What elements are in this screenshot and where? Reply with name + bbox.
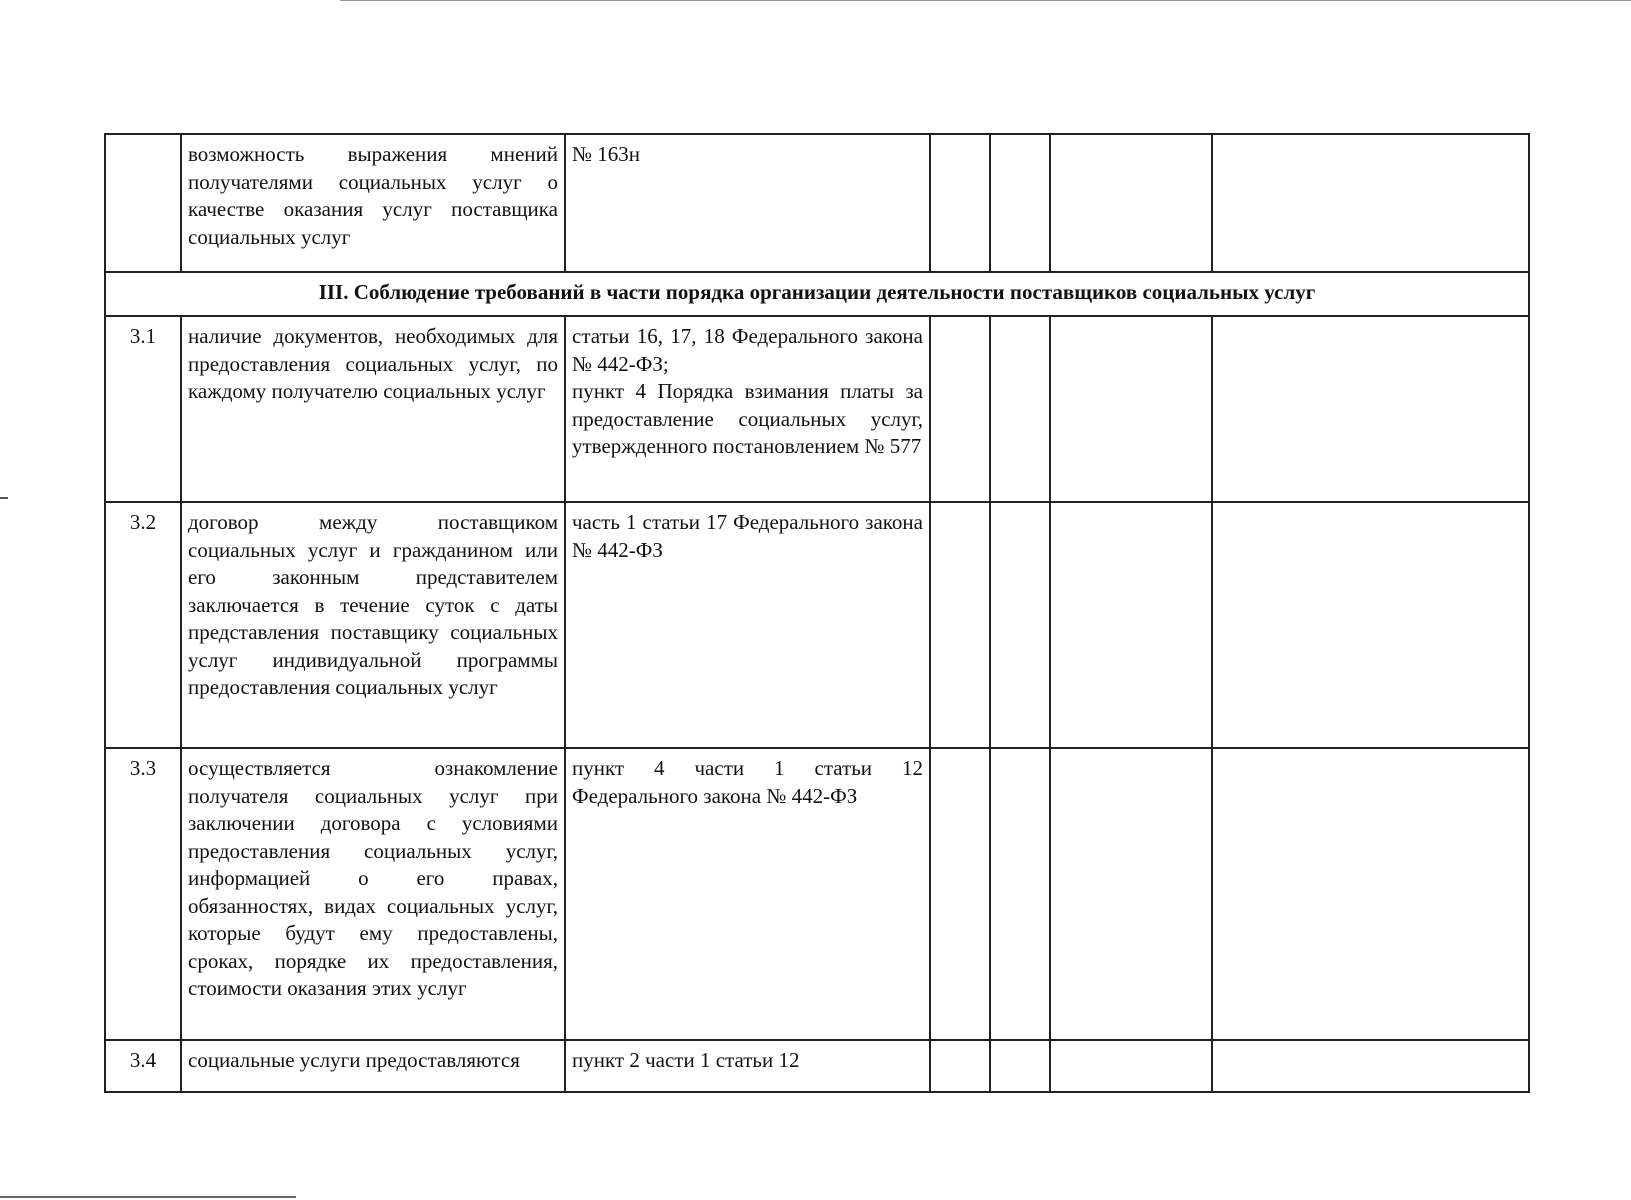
scan-edge-bottom [0,1196,296,1198]
requirement-cell: возможность выражения мнений получателями социальных услуг о качестве оказания услуг поставщика социальных услуг [181,134,565,272]
legal-reference-cell: часть 1 статьи 17 Федерального закона № 442-ФЗ [565,502,930,748]
not-applicable-cell [1050,134,1212,272]
answer-yes-cell [930,1040,990,1092]
legal-reference-text: статьи 16, 17, 18 Федерального закона № 442-ФЗ; пункт 4 Порядка взимания платы за предоставление социальных услуг, утвержденного постановлением № 577 [572,324,923,458]
not-applicable-cell [1050,316,1212,502]
answer-no-cell [990,748,1050,1040]
note-cell [1212,502,1529,748]
legal-reference-cell [565,316,930,502]
row-number [105,134,181,272]
row-number: 3.4 [105,1040,181,1092]
answer-yes-cell [930,134,990,272]
not-applicable-cell [1050,1040,1212,1092]
table-row [105,316,1529,502]
note-cell [1212,748,1529,1040]
legal-reference-cell: № 163н [565,134,930,272]
answer-yes-cell [930,748,990,1040]
table-row [105,502,1529,748]
answer-yes-cell [930,502,990,748]
note-cell [1212,316,1529,502]
legal-reference-cell: пункт 4 части 1 статьи 12 Федерального закона № 442-ФЗ [565,748,930,1040]
not-applicable-cell [1050,748,1212,1040]
note-cell [1212,1040,1529,1092]
scan-mark-left [0,497,8,499]
requirement-cell: договор между поставщиком социальных услуг и гражданином или его законным представителем заключается в течение суток с даты представления поставщику социальных услуг индивидуальной программы предоставления социальных услуг [181,502,565,748]
legal-reference-cell: пункт 2 части 1 статьи 12 [565,1040,930,1092]
table-row [105,134,1529,272]
answer-yes-cell [930,316,990,502]
section-row [105,272,1529,316]
scan-edge-top [340,0,1631,1]
answer-no-cell [990,316,1050,502]
requirement-cell: социальные услуги предоставляются [181,1040,565,1092]
answer-no-cell [990,1040,1050,1092]
table-row [105,748,1529,1040]
answer-no-cell [990,134,1050,272]
row-number: 3.3 [105,748,181,1040]
table-row [105,1040,1529,1092]
not-applicable-cell [1050,502,1212,748]
row-number: 3.2 [105,502,181,748]
answer-no-cell [990,502,1050,748]
requirement-cell: осуществляется ознакомление получателя социальных услуг при заключении договора с условиями предоставления социальных услуг, информацией о его правах, обязанностях, видах социальных услуг, которые будут ему предоставлены, сроках, порядке их предоставления, стоимости оказания этих услуг [181,748,565,1040]
row-number: 3.1 [105,316,181,502]
section-heading: III. Соблюдение требований в части порядка организации деятельности поставщиков социальных услуг [105,272,1529,316]
requirement-cell: наличие документов, необходимых для предоставления социальных услуг, по каждому получателю социальных услуг [181,316,565,502]
note-cell [1212,134,1529,272]
checklist-table [104,133,1530,1093]
